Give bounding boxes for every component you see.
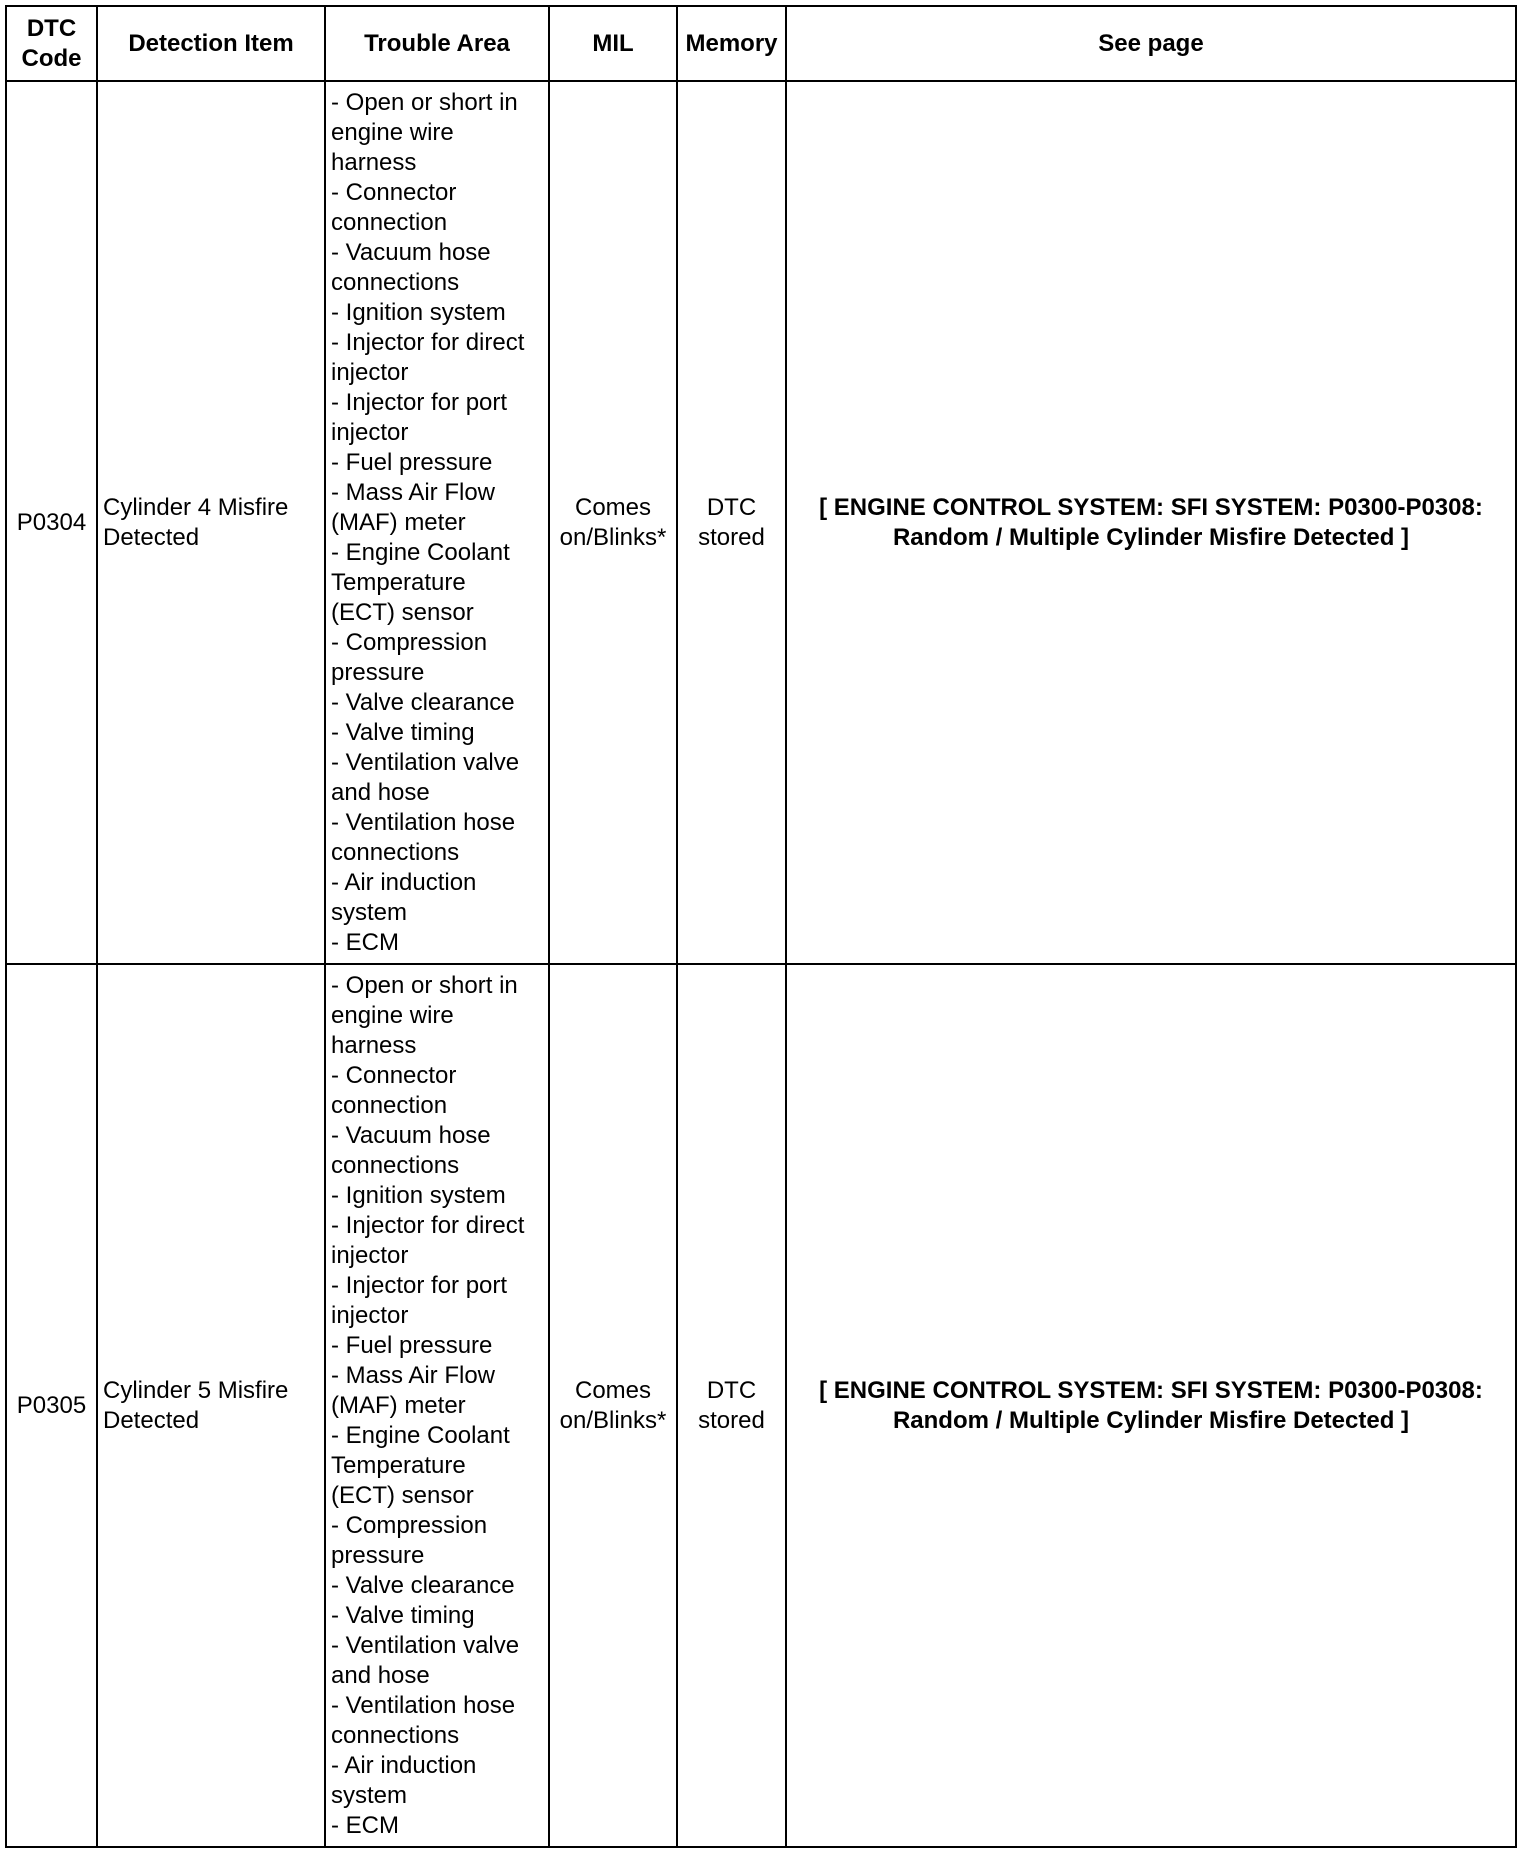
trouble-area-line: - Valve timing bbox=[331, 1601, 475, 1629]
trouble-area-line: - Ventilation hose bbox=[331, 1691, 516, 1719]
memory-line1: DTC bbox=[706, 1376, 757, 1404]
dtc-code-cell: P0304 bbox=[6, 81, 97, 964]
trouble-area-line: - Fuel pressure bbox=[331, 448, 493, 476]
trouble-area-line: injector bbox=[331, 1301, 409, 1329]
trouble-area-line: - Air induction bbox=[331, 868, 477, 896]
trouble-area-line: - Ventilation valve bbox=[331, 748, 520, 776]
trouble-area-line: - ECM bbox=[331, 1811, 399, 1839]
trouble-area-line: - Vacuum hose bbox=[331, 1121, 491, 1149]
header-trouble-area: Trouble Area bbox=[325, 6, 549, 81]
trouble-area-line: connection bbox=[331, 208, 448, 236]
trouble-area-line: system bbox=[331, 1781, 408, 1809]
mil-line2: on/Blinks* bbox=[559, 1406, 667, 1434]
detection-item-line1: Cylinder 4 Misfire bbox=[103, 493, 289, 521]
trouble-area-line: system bbox=[331, 898, 408, 926]
detection-item-line2: Detected bbox=[103, 523, 200, 551]
trouble-area-line: Temperature bbox=[331, 1451, 466, 1479]
trouble-area-line: - Connector bbox=[331, 178, 457, 206]
trouble-area-line: pressure bbox=[331, 658, 425, 686]
trouble-area-line: - ECM bbox=[331, 928, 399, 956]
header-dtc-code-line1: DTC bbox=[26, 14, 77, 42]
trouble-area-line: injector bbox=[331, 418, 409, 446]
trouble-area-line: (ECT) sensor bbox=[331, 598, 474, 626]
see-page-line1: [ ENGINE CONTROL SYSTEM: SFI SYSTEM: P0300-P0308: bbox=[819, 493, 1483, 521]
mil-line2: on/Blinks* bbox=[559, 523, 667, 551]
detection-item-line1: Cylinder 5 Misfire bbox=[103, 1376, 289, 1404]
trouble-area-line: injector bbox=[331, 1241, 409, 1269]
header-detection-item: Detection Item bbox=[97, 6, 325, 81]
header-mil: MIL bbox=[549, 6, 677, 81]
trouble-area-line: - Injector for direct bbox=[331, 328, 525, 356]
trouble-area-line: - Vacuum hose bbox=[331, 238, 491, 266]
see-page-link[interactable] bbox=[786, 81, 1516, 964]
trouble-area-line: - Air induction bbox=[331, 1751, 477, 1779]
trouble-area-line: - Open or short in bbox=[331, 971, 518, 999]
mil-line1: Comes bbox=[574, 1376, 652, 1404]
trouble-area-line: and hose bbox=[331, 778, 430, 806]
mil-line1: Comes bbox=[574, 493, 652, 521]
trouble-area-line: engine wire bbox=[331, 1001, 454, 1029]
memory-line1: DTC bbox=[706, 493, 757, 521]
trouble-area-line: pressure bbox=[331, 1541, 425, 1569]
trouble-area-line: - Open or short in bbox=[331, 88, 518, 116]
header-dtc-code bbox=[6, 6, 97, 81]
see-page-line2: Random / Multiple Cylinder Misfire Detected ] bbox=[892, 523, 1410, 551]
dtc-table bbox=[5, 5, 1517, 1848]
trouble-area-line: - Fuel pressure bbox=[331, 1331, 493, 1359]
detection-item-cell bbox=[97, 964, 325, 1847]
trouble-area-line: - Mass Air Flow bbox=[331, 478, 496, 506]
header-memory: Memory bbox=[677, 6, 786, 81]
trouble-area-line: - Compression bbox=[331, 1511, 488, 1539]
see-page-link[interactable] bbox=[786, 964, 1516, 1847]
table-row bbox=[6, 81, 1516, 964]
trouble-area-cell bbox=[325, 81, 549, 964]
trouble-area-line: injector bbox=[331, 358, 409, 386]
trouble-area-line: (MAF) meter bbox=[331, 1391, 466, 1419]
memory-cell bbox=[677, 964, 786, 1847]
header-dtc-code-line2: Code bbox=[21, 44, 82, 72]
trouble-area-line: - Injector for port bbox=[331, 388, 508, 416]
trouble-area-line: connections bbox=[331, 1151, 460, 1179]
mil-cell bbox=[549, 81, 677, 964]
trouble-area-line: and hose bbox=[331, 1661, 430, 1689]
table-row bbox=[6, 964, 1516, 1847]
trouble-area-line: (ECT) sensor bbox=[331, 1481, 474, 1509]
memory-cell bbox=[677, 81, 786, 964]
trouble-area-line: - Ignition system bbox=[331, 298, 506, 326]
trouble-area-line: - Injector for direct bbox=[331, 1211, 525, 1239]
header-row bbox=[6, 6, 1516, 81]
trouble-area-line: (MAF) meter bbox=[331, 508, 466, 536]
trouble-area-line: connections bbox=[331, 1721, 460, 1749]
trouble-area-line: - Valve timing bbox=[331, 718, 475, 746]
see-page-line1: [ ENGINE CONTROL SYSTEM: SFI SYSTEM: P0300-P0308: bbox=[819, 1376, 1483, 1404]
trouble-area-line: connections bbox=[331, 268, 460, 296]
trouble-area-line: harness bbox=[331, 148, 417, 176]
see-page-line2: Random / Multiple Cylinder Misfire Detected ] bbox=[892, 1406, 1410, 1434]
detection-item-line2: Detected bbox=[103, 1406, 200, 1434]
trouble-area-line: - Injector for port bbox=[331, 1271, 508, 1299]
trouble-area-line: - Valve clearance bbox=[331, 688, 515, 716]
trouble-area-line: engine wire bbox=[331, 118, 454, 146]
trouble-area-line: - Valve clearance bbox=[331, 1571, 515, 1599]
memory-line2: stored bbox=[698, 1406, 765, 1434]
trouble-area-cell bbox=[325, 964, 549, 1847]
trouble-area-line: connections bbox=[331, 838, 460, 866]
trouble-area-line: - Mass Air Flow bbox=[331, 1361, 496, 1389]
detection-item-cell bbox=[97, 81, 325, 964]
mil-cell bbox=[549, 964, 677, 1847]
dtc-code-cell: P0305 bbox=[6, 964, 97, 1847]
trouble-area-line: harness bbox=[331, 1031, 417, 1059]
trouble-area-line: - Ventilation valve bbox=[331, 1631, 520, 1659]
header-see-page: See page bbox=[786, 6, 1516, 81]
trouble-area-line: - Engine Coolant bbox=[331, 538, 510, 566]
trouble-area-line: - Ignition system bbox=[331, 1181, 506, 1209]
trouble-area-line: - Ventilation hose bbox=[331, 808, 516, 836]
trouble-area-line: - Compression bbox=[331, 628, 488, 656]
trouble-area-line: Temperature bbox=[331, 568, 466, 596]
trouble-area-line: - Engine Coolant bbox=[331, 1421, 510, 1449]
trouble-area-line: connection bbox=[331, 1091, 448, 1119]
memory-line2: stored bbox=[698, 523, 765, 551]
trouble-area-line: - Connector bbox=[331, 1061, 457, 1089]
